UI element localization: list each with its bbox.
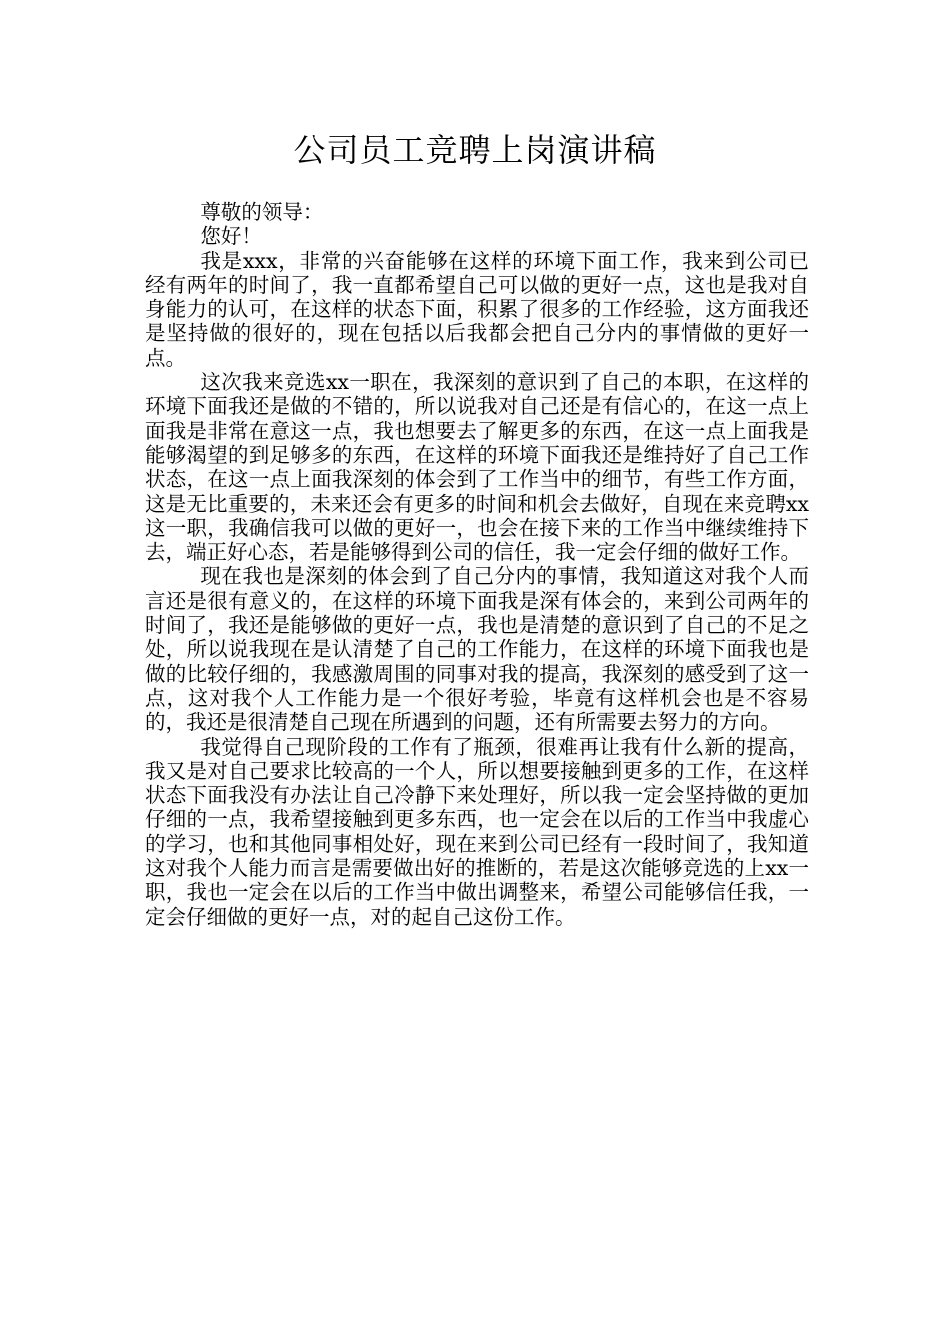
salutation: 尊敬的领导： bbox=[200, 200, 324, 224]
paragraph-2: 这次我来竞选xx一职在，我深刻的意识到了自己的本职，在这样的环境下面我还是做的不错的，所以说我对自己还是有信心的，在这一点上面我是非常在意这一点，我也想要去了解更多的东西，在这一点上面我是能够渴望的到足够多的东西，在这样的环境下面我还是维持好了自己工作状态，在这一点上面我深刻的体会到了工作当中的细节，有些工作方面，这是无比重要的，未来还会有更多的时间和机会去做好，自现在来竞聘xx这一职，我确信我可以做的更好一，也会在接下来的工作当中继续维持下去，端正好心态，若是能够得到公司的信任，我一定会仔细的做好工作。 bbox=[145, 370, 809, 565]
paragraph-4: 我觉得自己现阶段的工作有了瓶颈，很难再让我有什么新的提高，我又是对自己要求比较高的一个人，所以想要接触到更多的工作，在这样状态下面我没有办法让自己冷静下来处理好，所以我一定会坚持做的更加仔细的一点，我希望接触到更多东西，也一定会在以后的工作当中我虚心的学习，也和其他同事相处好，现在来到公司已经有一段时间了，我知道这对我个人能力而言是需要做出好的推断的，若是这次能够竞选的上xx一职，我也一定会在以后的工作当中做出调整来，希望公司能够信任我，一定会仔细做的更好一点，对的起自己这份工作。 bbox=[145, 734, 809, 929]
paragraph-1: 我是xxx，非常的兴奋能够在这样的环境下面工作，我来到公司已经有两年的时间了，我一直都希望自己可以做的更好一点，这也是我对自身能力的认可，在这样的状态下面，积累了很多的工作经验，这方面我还是坚持做的很好的，现在包括以后我都会把自己分内的事情做的更好一点。 bbox=[145, 248, 809, 370]
document-title: 公司员工竞聘上岗演讲稿 bbox=[293, 131, 657, 169]
paragraph-3: 现在我也是深刻的体会到了自己分内的事情，我知道这对我个人而言还是很有意义的，在这样的环境下面我是深有体会的，来到公司两年的时间了，我还是能够做的更好一点，我也是清楚的意识到了自己的不足之处，所以说我现在是认清楚了自己的工作能力，在这样的环境下面我也是做的比较仔细的，我感激周围的同事对我的提高，我深刻的感受到了这一点，这对我个人工作能力是一个很好考验，毕竟有这样机会也是不容易的，我还是很清楚自己现在所遇到的问题，还有所需要去努力的方向。 bbox=[145, 564, 809, 735]
document-body bbox=[145, 200, 809, 929]
greeting: 您好！ bbox=[200, 224, 262, 249]
